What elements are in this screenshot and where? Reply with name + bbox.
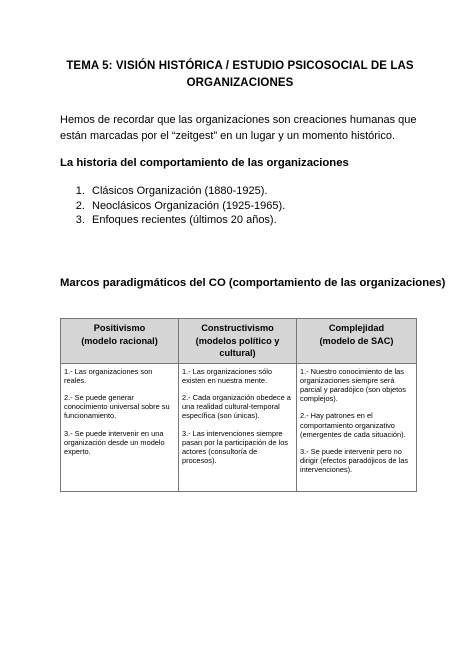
table-header-row <box>61 319 417 364</box>
header-constructivismo: Constructivismo (modelos político y cultural) <box>179 319 297 364</box>
cell-point: 3.- Se puede intervenir en una organización desde un modelo experto. <box>64 428 165 456</box>
header-complejidad: Complejidad (modelo de SAC) <box>297 319 417 364</box>
cell-point: 1.- Las organizaciones sólo existen en nuestra mente. <box>182 366 272 385</box>
list-item: 2. Neoclásicos Organización (1925-1965). <box>88 199 285 214</box>
cell-point: 2.- Se puede generar conocimiento universal sobre su funcionamiento. <box>64 392 170 421</box>
cell-complejidad <box>297 363 417 491</box>
cell-positivismo <box>61 363 179 491</box>
cell-point: 3.- Se puede intervenir pero no dirigir (efectos paradójicos de las intervenciones). <box>300 446 409 475</box>
cell-point: 3.- Las intervenciones siempre pasan por la participación de los actores (consultoría de procesos). <box>182 428 288 466</box>
cell-point: 2.- Hay patrones en el comportamiento organizativo (emergentes de cada situación). <box>300 411 406 439</box>
intro-paragraph: Hemos de recordar que las organizaciones son creaciones humanas que están marcadas por el “zeitgest” en un lugar y un momento histórico. <box>60 114 417 142</box>
paradigms-table <box>60 318 417 492</box>
cell-point: 1.- Las organizaciones son reales. <box>64 366 153 385</box>
frames-heading: Marcos paradigmáticos del CO (comportamiento de las organizaciones) <box>60 277 446 289</box>
page-title: TEMA 5: VISIÓN HISTÓRICA / ESTUDIO PSICOSOCIAL DE LAS ORGANIZACIONES <box>66 60 414 89</box>
cell-constructivismo <box>179 363 297 491</box>
cell-point: 1.- Nuestro conocimiento de las organizaciones siempre será parcial y paradójico (son objetos complejos). <box>300 366 406 404</box>
history-list <box>60 184 285 228</box>
cell-point: 2.- Cada organización obedece a una realidad cultural-temporal específica (son únicas). <box>182 392 291 421</box>
list-item: 1. Clásicos Organización (1880-1925). <box>88 184 285 199</box>
header-positivismo: Positivismo (modelo racional) <box>61 319 179 364</box>
table-row <box>61 363 417 491</box>
history-heading: La historia del comportamiento de las organizaciones <box>60 157 349 169</box>
list-item: 3. Enfoques recientes (últimos 20 años). <box>88 213 285 228</box>
